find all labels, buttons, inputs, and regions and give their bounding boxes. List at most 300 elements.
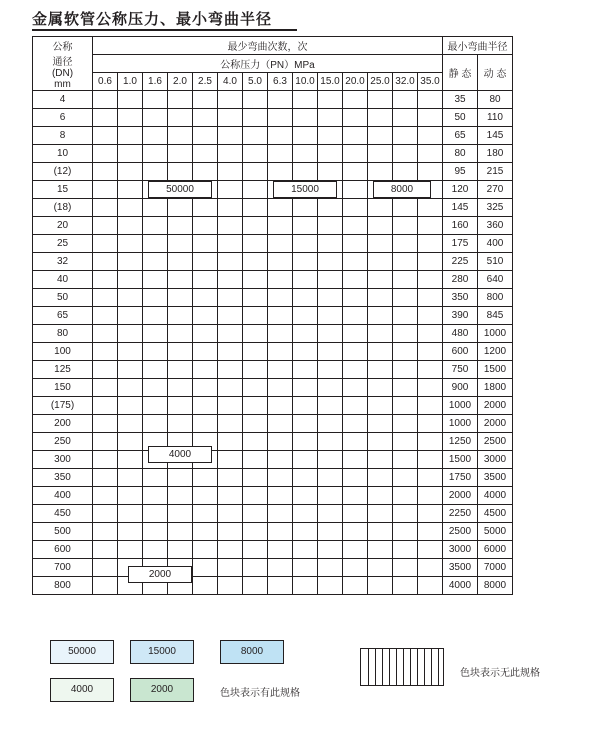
- cell-r4-c9: [318, 163, 343, 181]
- cell-r0-c3: [168, 91, 193, 109]
- cell-r9-c6: [243, 253, 268, 271]
- cell-r6-c1: [118, 199, 143, 217]
- row-dn: 200: [33, 415, 93, 433]
- cell-r22-c8: [293, 487, 318, 505]
- cell-r7-c8: [293, 217, 318, 235]
- cell-r27-c11: [368, 577, 393, 595]
- table-row: [33, 379, 513, 397]
- cell-r9-c13: [418, 253, 443, 271]
- cell-r8-c5: [218, 235, 243, 253]
- cell-r4-c6: [243, 163, 268, 181]
- tag-8000: 8000: [373, 181, 431, 198]
- cell-r7-c2: [143, 217, 168, 235]
- cell-r6-c9: [318, 199, 343, 217]
- row-static-radius: 2000: [443, 487, 478, 505]
- cell-r16-c10: [343, 379, 368, 397]
- cell-r8-c10: [343, 235, 368, 253]
- row-dynamic-radius: 6000: [478, 541, 513, 559]
- cell-r11-c6: [243, 289, 268, 307]
- cell-r11-c2: [143, 289, 168, 307]
- cell-r22-c2: [143, 487, 168, 505]
- cell-r18-c7: [268, 415, 293, 433]
- cell-r19-c10: [343, 433, 368, 451]
- cell-r24-c12: [393, 523, 418, 541]
- header-row-1: [33, 37, 513, 55]
- header-pn-25.0: 25.0: [368, 73, 393, 91]
- cell-r13-c5: [218, 325, 243, 343]
- tag-50000: 50000: [148, 181, 212, 198]
- cell-r4-c11: [368, 163, 393, 181]
- cell-r26-c4: [193, 559, 218, 577]
- row-dn: 150: [33, 379, 93, 397]
- header-pn-2.0: 2.0: [168, 73, 193, 91]
- row-dynamic-radius: 2000: [478, 415, 513, 433]
- cell-r23-c9: [318, 505, 343, 523]
- cell-r11-c8: [293, 289, 318, 307]
- table-row: [33, 343, 513, 361]
- cell-r2-c7: [268, 127, 293, 145]
- table-row: [33, 235, 513, 253]
- row-static-radius: 80: [443, 145, 478, 163]
- cell-r9-c11: [368, 253, 393, 271]
- cell-r19-c6: [243, 433, 268, 451]
- cell-r1-c5: [218, 109, 243, 127]
- cell-r22-c5: [218, 487, 243, 505]
- table-row: [33, 505, 513, 523]
- cell-r14-c7: [268, 343, 293, 361]
- row-dn: 400: [33, 487, 93, 505]
- row-static-radius: 600: [443, 343, 478, 361]
- cell-r9-c12: [393, 253, 418, 271]
- cell-r5-c0: [93, 181, 118, 199]
- cell-r25-c5: [218, 541, 243, 559]
- row-dn: 500: [33, 523, 93, 541]
- cell-r21-c7: [268, 469, 293, 487]
- cell-r3-c0: [93, 145, 118, 163]
- cell-r18-c8: [293, 415, 318, 433]
- cell-r3-c8: [293, 145, 318, 163]
- cell-r14-c3: [168, 343, 193, 361]
- cell-r15-c0: [93, 361, 118, 379]
- row-static-radius: 750: [443, 361, 478, 379]
- row-dynamic-radius: 1800: [478, 379, 513, 397]
- row-dynamic-radius: 145: [478, 127, 513, 145]
- cell-r4-c2: [143, 163, 168, 181]
- cell-r9-c7: [268, 253, 293, 271]
- cell-r15-c2: [143, 361, 168, 379]
- cell-r3-c12: [393, 145, 418, 163]
- row-dynamic-radius: 845: [478, 307, 513, 325]
- cell-r12-c2: [143, 307, 168, 325]
- table-row: [33, 523, 513, 541]
- table-row: [33, 487, 513, 505]
- cell-r22-c12: [393, 487, 418, 505]
- cell-r12-c12: [393, 307, 418, 325]
- cell-r12-c1: [118, 307, 143, 325]
- cell-r22-c10: [343, 487, 368, 505]
- cell-r1-c3: [168, 109, 193, 127]
- row-dynamic-radius: 360: [478, 217, 513, 235]
- row-dn: 250: [33, 433, 93, 451]
- cell-r3-c3: [168, 145, 193, 163]
- row-dn: 6: [33, 109, 93, 127]
- row-static-radius: 4000: [443, 577, 478, 595]
- cell-r3-c2: [143, 145, 168, 163]
- cell-r2-c6: [243, 127, 268, 145]
- cell-r1-c1: [118, 109, 143, 127]
- cell-r7-c6: [243, 217, 268, 235]
- row-static-radius: 95: [443, 163, 478, 181]
- cell-r3-c1: [118, 145, 143, 163]
- row-dn: 65: [33, 307, 93, 325]
- header-pressure: 公称压力（PN）MPa: [93, 55, 443, 73]
- cell-r18-c0: [93, 415, 118, 433]
- row-dn: 700: [33, 559, 93, 577]
- cell-r19-c11: [368, 433, 393, 451]
- row-dynamic-radius: 640: [478, 271, 513, 289]
- cell-r14-c13: [418, 343, 443, 361]
- cell-r16-c12: [393, 379, 418, 397]
- cell-r19-c7: [268, 433, 293, 451]
- cell-r20-c6: [243, 451, 268, 469]
- stripe-line: [368, 649, 369, 685]
- cell-r19-c12: [393, 433, 418, 451]
- cell-r25-c9: [318, 541, 343, 559]
- cell-r27-c5: [218, 577, 243, 595]
- cell-r1-c7: [268, 109, 293, 127]
- cell-r7-c5: [218, 217, 243, 235]
- cell-r26-c6: [243, 559, 268, 577]
- cell-r8-c7: [268, 235, 293, 253]
- cell-r25-c11: [368, 541, 393, 559]
- table-row: [33, 289, 513, 307]
- row-static-radius: 480: [443, 325, 478, 343]
- cell-r18-c12: [393, 415, 418, 433]
- cell-r13-c6: [243, 325, 268, 343]
- cell-r24-c0: [93, 523, 118, 541]
- cell-r20-c1: [118, 451, 143, 469]
- cell-r17-c9: [318, 397, 343, 415]
- cell-r24-c3: [168, 523, 193, 541]
- stripe-line: [431, 649, 432, 685]
- cell-r26-c9: [318, 559, 343, 577]
- cell-r21-c13: [418, 469, 443, 487]
- cell-r18-c11: [368, 415, 393, 433]
- cell-r23-c7: [268, 505, 293, 523]
- cell-r19-c1: [118, 433, 143, 451]
- row-dn: 20: [33, 217, 93, 235]
- cell-r6-c2: [143, 199, 168, 217]
- cell-r26-c7: [268, 559, 293, 577]
- cell-r4-c1: [118, 163, 143, 181]
- cell-r3-c11: [368, 145, 393, 163]
- cell-r17-c10: [343, 397, 368, 415]
- cell-r16-c1: [118, 379, 143, 397]
- cell-r21-c12: [393, 469, 418, 487]
- cell-r7-c10: [343, 217, 368, 235]
- cell-r5-c1: [118, 181, 143, 199]
- cell-r13-c1: [118, 325, 143, 343]
- cell-r15-c11: [368, 361, 393, 379]
- cell-r20-c0: [93, 451, 118, 469]
- cell-r27-c12: [393, 577, 418, 595]
- header-dynamic: 动 态: [478, 55, 513, 91]
- cell-r1-c13: [418, 109, 443, 127]
- cell-r26-c5: [218, 559, 243, 577]
- table-row: [33, 271, 513, 289]
- cell-r0-c4: [193, 91, 218, 109]
- table-row: [33, 325, 513, 343]
- cell-r18-c2: [143, 415, 168, 433]
- row-dn: 450: [33, 505, 93, 523]
- cell-r2-c11: [368, 127, 393, 145]
- row-static-radius: 1750: [443, 469, 478, 487]
- row-dn: 100: [33, 343, 93, 361]
- cell-r9-c3: [168, 253, 193, 271]
- cell-r17-c8: [293, 397, 318, 415]
- cell-r2-c0: [93, 127, 118, 145]
- cell-r17-c13: [418, 397, 443, 415]
- cell-r18-c13: [418, 415, 443, 433]
- row-dynamic-radius: 4000: [478, 487, 513, 505]
- table-row: [33, 469, 513, 487]
- cell-r12-c8: [293, 307, 318, 325]
- cell-r7-c11: [368, 217, 393, 235]
- cell-r1-c2: [143, 109, 168, 127]
- cell-r19-c0: [93, 433, 118, 451]
- cell-r4-c5: [218, 163, 243, 181]
- cell-r1-c12: [393, 109, 418, 127]
- header-pn-35.0: 35.0: [418, 73, 443, 91]
- cell-r10-c10: [343, 271, 368, 289]
- cell-r17-c5: [218, 397, 243, 415]
- legend-striped-note: 色块表示无此规格: [460, 668, 540, 679]
- cell-r2-c9: [318, 127, 343, 145]
- cell-r24-c4: [193, 523, 218, 541]
- row-dn: 40: [33, 271, 93, 289]
- cell-r2-c12: [393, 127, 418, 145]
- row-dynamic-radius: 270: [478, 181, 513, 199]
- table-row: [33, 451, 513, 469]
- cell-r10-c0: [93, 271, 118, 289]
- row-static-radius: 3500: [443, 559, 478, 577]
- table-row: [33, 361, 513, 379]
- cell-r13-c4: [193, 325, 218, 343]
- cell-r22-c9: [318, 487, 343, 505]
- row-static-radius: 350: [443, 289, 478, 307]
- cell-r20-c13: [418, 451, 443, 469]
- cell-r14-c2: [143, 343, 168, 361]
- row-dn: 80: [33, 325, 93, 343]
- header-pn-32.0: 32.0: [393, 73, 418, 91]
- cell-r0-c12: [393, 91, 418, 109]
- cell-r3-c10: [343, 145, 368, 163]
- stripe-line: [389, 649, 390, 685]
- cell-r11-c12: [393, 289, 418, 307]
- cell-r11-c11: [368, 289, 393, 307]
- cell-r23-c10: [343, 505, 368, 523]
- row-dynamic-radius: 510: [478, 253, 513, 271]
- cell-r15-c13: [418, 361, 443, 379]
- cell-r14-c9: [318, 343, 343, 361]
- cell-r26-c12: [393, 559, 418, 577]
- cell-r24-c1: [118, 523, 143, 541]
- cell-r8-c3: [168, 235, 193, 253]
- cell-r22-c7: [268, 487, 293, 505]
- row-static-radius: 1000: [443, 415, 478, 433]
- cell-r20-c11: [368, 451, 393, 469]
- table-row: [33, 541, 513, 559]
- row-static-radius: 50: [443, 109, 478, 127]
- cell-r8-c8: [293, 235, 318, 253]
- row-static-radius: 35: [443, 91, 478, 109]
- cell-r13-c0: [93, 325, 118, 343]
- row-static-radius: 225: [443, 253, 478, 271]
- stripe-line: [410, 649, 411, 685]
- stripe-line: [424, 649, 425, 685]
- cell-r4-c7: [268, 163, 293, 181]
- row-dynamic-radius: 3500: [478, 469, 513, 487]
- cell-r23-c12: [393, 505, 418, 523]
- header-pn-1.0: 1.0: [118, 73, 143, 91]
- cell-r23-c5: [218, 505, 243, 523]
- cell-r2-c8: [293, 127, 318, 145]
- cell-r11-c5: [218, 289, 243, 307]
- cell-r15-c12: [393, 361, 418, 379]
- cell-r19-c9: [318, 433, 343, 451]
- cell-r18-c1: [118, 415, 143, 433]
- cell-r4-c4: [193, 163, 218, 181]
- cell-r4-c3: [168, 163, 193, 181]
- cell-r18-c6: [243, 415, 268, 433]
- header-pn-5.0: 5.0: [243, 73, 268, 91]
- cell-r4-c10: [343, 163, 368, 181]
- cell-r7-c9: [318, 217, 343, 235]
- cell-r21-c4: [193, 469, 218, 487]
- table-row: [33, 415, 513, 433]
- row-static-radius: 390: [443, 307, 478, 325]
- cell-r22-c4: [193, 487, 218, 505]
- cell-r21-c1: [118, 469, 143, 487]
- cell-r25-c10: [343, 541, 368, 559]
- cell-r9-c2: [143, 253, 168, 271]
- cell-r9-c4: [193, 253, 218, 271]
- cell-r16-c2: [143, 379, 168, 397]
- cell-r10-c3: [168, 271, 193, 289]
- cell-r23-c4: [193, 505, 218, 523]
- cell-r18-c9: [318, 415, 343, 433]
- cell-r27-c4: [193, 577, 218, 595]
- cell-r3-c9: [318, 145, 343, 163]
- cell-r6-c6: [243, 199, 268, 217]
- header-dn-line1: 公称: [52, 41, 73, 53]
- cell-r20-c5: [218, 451, 243, 469]
- row-dn: 350: [33, 469, 93, 487]
- table-row: [33, 217, 513, 235]
- cell-r24-c5: [218, 523, 243, 541]
- cell-r12-c9: [318, 307, 343, 325]
- cell-r10-c7: [268, 271, 293, 289]
- cell-r20-c9: [318, 451, 343, 469]
- cell-r15-c5: [218, 361, 243, 379]
- cell-r24-c2: [143, 523, 168, 541]
- cell-r23-c0: [93, 505, 118, 523]
- cell-r9-c5: [218, 253, 243, 271]
- cell-r10-c13: [418, 271, 443, 289]
- cell-r27-c8: [293, 577, 318, 595]
- row-dn: 25: [33, 235, 93, 253]
- row-dynamic-radius: 2500: [478, 433, 513, 451]
- cell-r16-c4: [193, 379, 218, 397]
- cell-r1-c10: [343, 109, 368, 127]
- cell-r8-c9: [318, 235, 343, 253]
- cell-r12-c3: [168, 307, 193, 325]
- cell-r14-c12: [393, 343, 418, 361]
- cell-r19-c5: [218, 433, 243, 451]
- cell-r2-c2: [143, 127, 168, 145]
- cell-r4-c13: [418, 163, 443, 181]
- cell-r1-c8: [293, 109, 318, 127]
- cell-r1-c11: [368, 109, 393, 127]
- cell-r17-c6: [243, 397, 268, 415]
- row-static-radius: 2500: [443, 523, 478, 541]
- cell-r7-c1: [118, 217, 143, 235]
- table-row: [33, 253, 513, 271]
- cell-r6-c5: [218, 199, 243, 217]
- row-static-radius: 160: [443, 217, 478, 235]
- cell-r24-c9: [318, 523, 343, 541]
- cell-r13-c8: [293, 325, 318, 343]
- row-dynamic-radius: 800: [478, 289, 513, 307]
- cell-r0-c10: [343, 91, 368, 109]
- row-static-radius: 900: [443, 379, 478, 397]
- table-row: [33, 199, 513, 217]
- cell-r1-c6: [243, 109, 268, 127]
- row-static-radius: 175: [443, 235, 478, 253]
- row-static-radius: 1250: [443, 433, 478, 451]
- row-dn: 300: [33, 451, 93, 469]
- cell-r15-c10: [343, 361, 368, 379]
- legend-8000: 8000: [220, 640, 284, 664]
- cell-r16-c11: [368, 379, 393, 397]
- cell-r18-c4: [193, 415, 218, 433]
- header-dn: [33, 37, 93, 91]
- cell-r1-c0: [93, 109, 118, 127]
- cell-r21-c8: [293, 469, 318, 487]
- cell-r19-c8: [293, 433, 318, 451]
- cell-r14-c5: [218, 343, 243, 361]
- row-dn: 32: [33, 253, 93, 271]
- cell-r7-c13: [418, 217, 443, 235]
- cell-r6-c3: [168, 199, 193, 217]
- cell-r24-c6: [243, 523, 268, 541]
- cell-r16-c9: [318, 379, 343, 397]
- cell-r22-c11: [368, 487, 393, 505]
- cell-r13-c3: [168, 325, 193, 343]
- cell-r22-c0: [93, 487, 118, 505]
- row-dynamic-radius: 80: [478, 91, 513, 109]
- cell-r26-c0: [93, 559, 118, 577]
- cell-r18-c3: [168, 415, 193, 433]
- stripe-line: [375, 649, 376, 685]
- cell-r11-c3: [168, 289, 193, 307]
- header-dn-line3: (DN): [51, 67, 74, 79]
- row-dynamic-radius: 110: [478, 109, 513, 127]
- cell-r2-c1: [118, 127, 143, 145]
- row-dynamic-radius: 5000: [478, 523, 513, 541]
- cell-r3-c5: [218, 145, 243, 163]
- row-dn: (175): [33, 397, 93, 415]
